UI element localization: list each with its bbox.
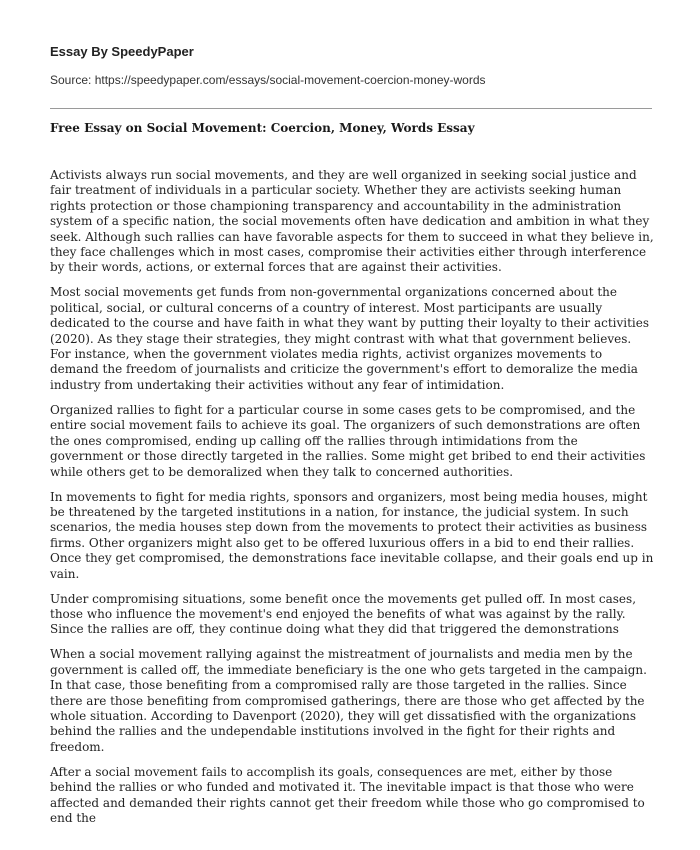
- paragraph: Most social movements get funds from non-governmental organizations concerned about the political, social, or cultural concerns of a country of interest. Most participants are usually dedicated to the course and have faith in what they want by putting their loyalty to their activities (2020). As they stage their strategies, they might contrast with what that government believes. For instance, when the government violates media rights, activist organizes movements to demand the freedom of journalists and criticize the government's effort to demoralize the media industry from undertaking their activities without any fear of intimidation.: [50, 285, 650, 392]
- paragraph: Under compromising situations, some benefit once the movements get pulled off. In most cases, those who influence the movement's end enjoyed the benefits of what was against by the rally. Since the rallies are off, they continue doing what they did that triggered the demonstrations: [50, 591, 637, 637]
- paragraph: In movements to fight for media rights, sponsors and organizers, most being media houses, might be threatened by the targeted institutions in a nation, for instance, the judicial system. In such scenarios, the media houses step down from the movements to protect their activities as business firms. Other organizers might also get to be offered luxurious offers in a bid to end their rallies. Once they get compromised, the demonstrations face inevitable collapse, and their goals end up in vain.: [50, 489, 654, 581]
- paragraph: When a social movement rallying against the mistreatment of journalists and media men by the government is called off, the immediate beneficiary is the one who gets targeted in the campaign. In that case, those benefiting from a compromised rally are those targeted in the rallies. Since there are those benefiting from compromised gatherings, there are those who get affected by the whole situation. According to Davenport (2020), they will get dissatisfied with the organizations behind the rallies and the undependable institutions involved in the fight for their rights and freedom.: [50, 647, 647, 754]
- header-divider: [50, 108, 652, 109]
- paragraph: Organized rallies to fight for a particular course in some cases gets to be compromised, and the entire social movement fails to achieve its goal. The organizers of such demonstrations are often the ones compromised, ending up calling off the rallies through intimidations from the government or those directly targeted in the rallies. Some might get bribed to end their activities while others get to be demoralized when they talk to concerned authorities.: [50, 402, 646, 479]
- paragraph: Activists always run social movements, and they are well organized in seeking social justice and fair treatment of individuals in a particular society. Whether they are activists seeking human rights protection or those championing transparency and accountability in the administration system of a specific nation, the social movements often have dedication and ambition in what they seek. Although such rallies can have favorable aspects for them to succeed in what they believe in, they face challenges which in most cases, compromise their activities either through interference by their words, actions, or external forces that are against their activities.: [50, 168, 654, 275]
- document-header-title: Essay By SpeedyPaper: [50, 44, 194, 59]
- essay-title: Free Essay on Social Movement: Coercion, Money, Words Essay: [50, 121, 475, 135]
- paragraph: After a social movement fails to accomplish its goals, consequences are met, either by those behind the rallies or who funded and motivated it. The inevitable impact is that those who were affected and demanded their rights cannot get their freedom while those who go compromised to end the: [50, 764, 645, 825]
- source-line: Source: https://speedypaper.com/essays/social-movement-coercion-money-words: [50, 73, 486, 87]
- essay-body: [50, 168, 654, 836]
